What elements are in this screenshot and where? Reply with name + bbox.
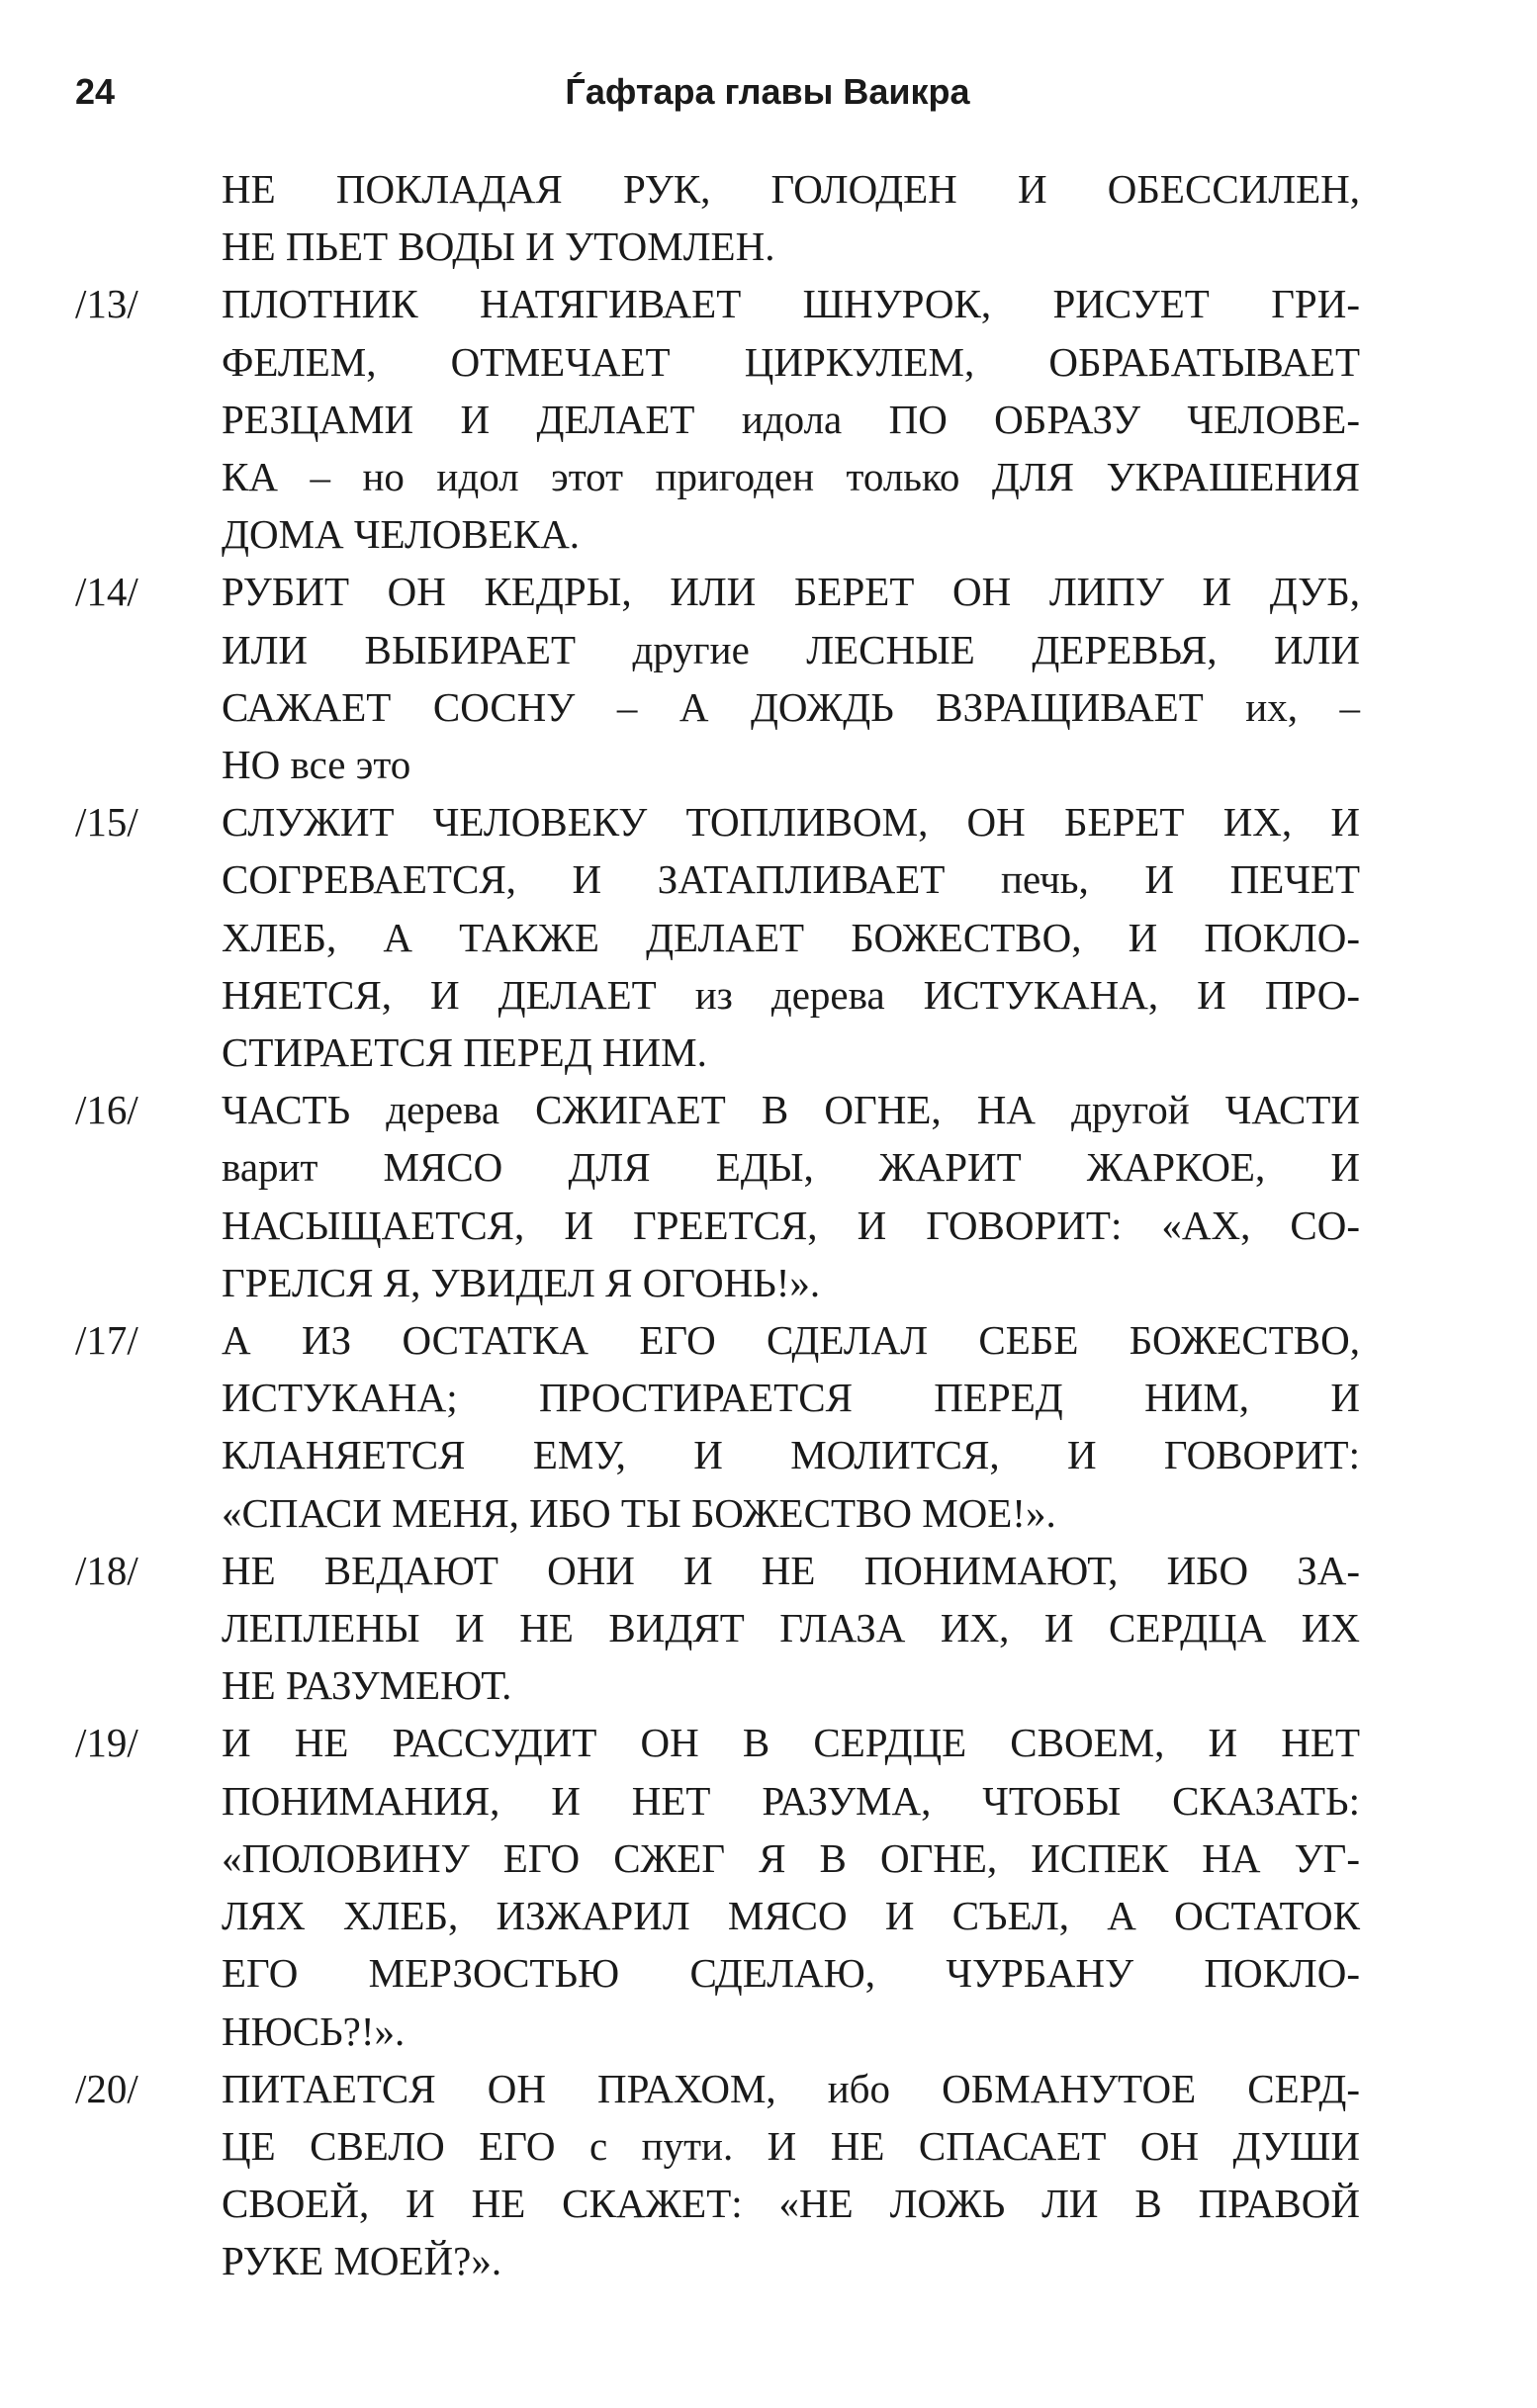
verse-line: НАСЫЩАЕТСЯ, И ГРЕЕТСЯ, И ГОВОРИТ: «АХ, СО- xyxy=(222,1202,1360,1248)
verse-line: «ПОЛОВИНУ ЕГО СЖЕГ Я В ОГНЕ, ИСПЕК НА УГ- xyxy=(222,1834,1360,1881)
verse xyxy=(75,275,1391,563)
verse-line: РУБИТ ОН КЕДРЫ, ИЛИ БЕРЕТ ОН ЛИПУ И ДУБ, xyxy=(222,569,1360,615)
verse-line: ЛЕПЛЕНЫ И НЕ ВИДЯТ ГЛАЗА ИХ, И СЕРДЦА ИХ xyxy=(222,1605,1360,1651)
verse-line: СЛУЖИТ ЧЕЛОВЕКУ ТОПЛИВОМ, ОН БЕРЕТ ИХ, И xyxy=(222,799,1360,846)
verse-line: НЕ РАЗУМЕЮТ. xyxy=(222,1662,512,1709)
verse-line: ПЛОТНИК НАТЯГИВАЕТ ШНУРОК, РИСУЕТ ГРИ- xyxy=(222,281,1360,327)
verse xyxy=(75,1311,1391,1542)
verse-line: «СПАСИ МЕНЯ, ИБО ТЫ БОЖЕСТВО МОЕ!». xyxy=(222,1489,1056,1536)
verse-text xyxy=(222,2060,1360,2290)
verse-line: варит МЯСО ДЛЯ ЕДЫ, ЖАРИТ ЖАРКОЕ, И xyxy=(222,1144,1360,1191)
verse-line: САЖАЕТ СОСНУ – А ДОЖДЬ ВЗРАЩИВАЕТ их, – xyxy=(222,683,1360,730)
verse-number: /19/ xyxy=(75,1720,138,1766)
verse-line: ПИТАЕТСЯ ОН ПРАХОМ, ибо ОБМАНУТОЕ СЕРД- xyxy=(222,2065,1360,2111)
verse-line: ПОНИМАНИЯ, И НЕТ РАЗУМА, ЧТОБЫ СКАЗАТЬ: xyxy=(222,1777,1360,1824)
verse-line: НЮСЬ?!». xyxy=(222,2007,406,2054)
verse xyxy=(75,1081,1391,1311)
verse-line: ЛЯХ ХЛЕБ, ИЗЖАРИЛ МЯСО И СЪЕЛ, А ОСТАТОК xyxy=(222,1893,1360,1939)
verse-text xyxy=(222,1714,1360,2059)
verse-number: /20/ xyxy=(75,2065,138,2111)
verse-line: ИЛИ ВЫБИРАЕТ другие ЛЕСНЫЕ ДЕРЕВЬЯ, ИЛИ xyxy=(222,626,1360,672)
verse-text xyxy=(222,160,1360,275)
verse-line: ХЛЕБ, А ТАКЖЕ ДЕЛАЕТ БОЖЕСТВО, И ПОКЛО- xyxy=(222,914,1360,960)
verse-number: /13/ xyxy=(75,281,138,327)
verse-text xyxy=(222,275,1360,563)
verse-line: НЯЕТСЯ, И ДЕЛАЕТ из дерева ИСТУКАНА, И ПРО- xyxy=(222,971,1360,1018)
verse xyxy=(75,2060,1391,2290)
verse-line: И НЕ РАССУДИТ ОН В СЕРДЦЕ СВОЕМ, И НЕТ xyxy=(222,1720,1360,1766)
verse-number: /18/ xyxy=(75,1547,138,1593)
verse-line: НЕ ВЕДАЮТ ОНИ И НЕ ПОНИМАЮТ, ИБО ЗА- xyxy=(222,1547,1360,1593)
verse-line: РЕЗЦАМИ И ДЕЛАЕТ идола ПО ОБРАЗУ ЧЕЛОВЕ- xyxy=(222,396,1360,442)
verse-line: А ИЗ ОСТАТКА ЕГО СДЕЛАЛ СЕБЕ БОЖЕСТВО, xyxy=(222,1317,1360,1364)
verse-text xyxy=(222,1542,1360,1715)
verse-list xyxy=(75,160,1391,2290)
verse-line: ЧАСТЬ дерева СЖИГАЕТ В ОГНЕ, НА другой ЧАСТИ xyxy=(222,1087,1360,1133)
verse xyxy=(75,1714,1391,2059)
verse xyxy=(75,793,1391,1081)
verse-line: ИСТУКАНА; ПРОСТИРАЕТСЯ ПЕРЕД НИМ, И xyxy=(222,1375,1360,1421)
verse-text xyxy=(222,563,1360,793)
verse-number: /17/ xyxy=(75,1317,138,1364)
verse-number: /14/ xyxy=(75,569,138,615)
verse xyxy=(75,563,1391,793)
running-title: Ѓафтара главы Ваикра xyxy=(565,71,970,112)
verse-text xyxy=(222,1311,1360,1542)
verse-line: НЕ ПЬЕТ ВОДЫ И УТОМЛЕН. xyxy=(222,223,775,270)
verse-line: СТИРАЕТСЯ ПЕРЕД НИМ. xyxy=(222,1029,707,1076)
verse xyxy=(75,160,1391,275)
page-number: 24 xyxy=(75,71,116,112)
verse-line: НО все это xyxy=(222,742,411,788)
page-header xyxy=(75,71,1391,131)
verse-line: НЕ ПОКЛАДАЯ РУК, ГОЛОДЕН И ОБЕССИЛЕН, xyxy=(222,166,1360,212)
verse-number: /15/ xyxy=(75,799,138,846)
verse-line: ДОМА ЧЕЛОВЕКА. xyxy=(222,511,581,558)
verse-line: КЛАНЯЕТСЯ ЕМУ, И МОЛИТСЯ, И ГОВОРИТ: xyxy=(222,1432,1360,1478)
verse-text xyxy=(222,793,1360,1081)
verse xyxy=(75,1542,1391,1715)
verse-text xyxy=(222,1081,1360,1311)
verse-line: КА – но идол этот пригоден только ДЛЯ УКРАШЕНИЯ xyxy=(222,454,1360,500)
verse-line: ГРЕЛСЯ Я, УВИДЕЛ Я ОГОНЬ!». xyxy=(222,1259,821,1305)
verse-line: РУКЕ МОЕЙ?». xyxy=(222,2238,502,2284)
verse-line: СОГРЕВАЕТСЯ, И ЗАТАПЛИВАЕТ печь, И ПЕЧЕТ xyxy=(222,856,1360,903)
verse-line: СВОЕЙ, И НЕ СКАЖЕТ: «НЕ ЛОЖЬ ЛИ В ПРАВОЙ xyxy=(222,2181,1360,2227)
verse-line: ЕГО МЕРЗОСТЬЮ СДЕЛАЮ, ЧУРБАНУ ПОКЛО- xyxy=(222,1950,1360,1997)
verse-number: /16/ xyxy=(75,1087,138,1133)
verse-line: ЦЕ СВЕЛО ЕГО с пути. И НЕ СПАСАЕТ ОН ДУШИ xyxy=(222,2122,1360,2169)
verse-line: ФЕЛЕМ, ОТМЕЧАЕТ ЦИРКУЛЕМ, ОБРАБАТЫВАЕТ xyxy=(222,338,1360,385)
